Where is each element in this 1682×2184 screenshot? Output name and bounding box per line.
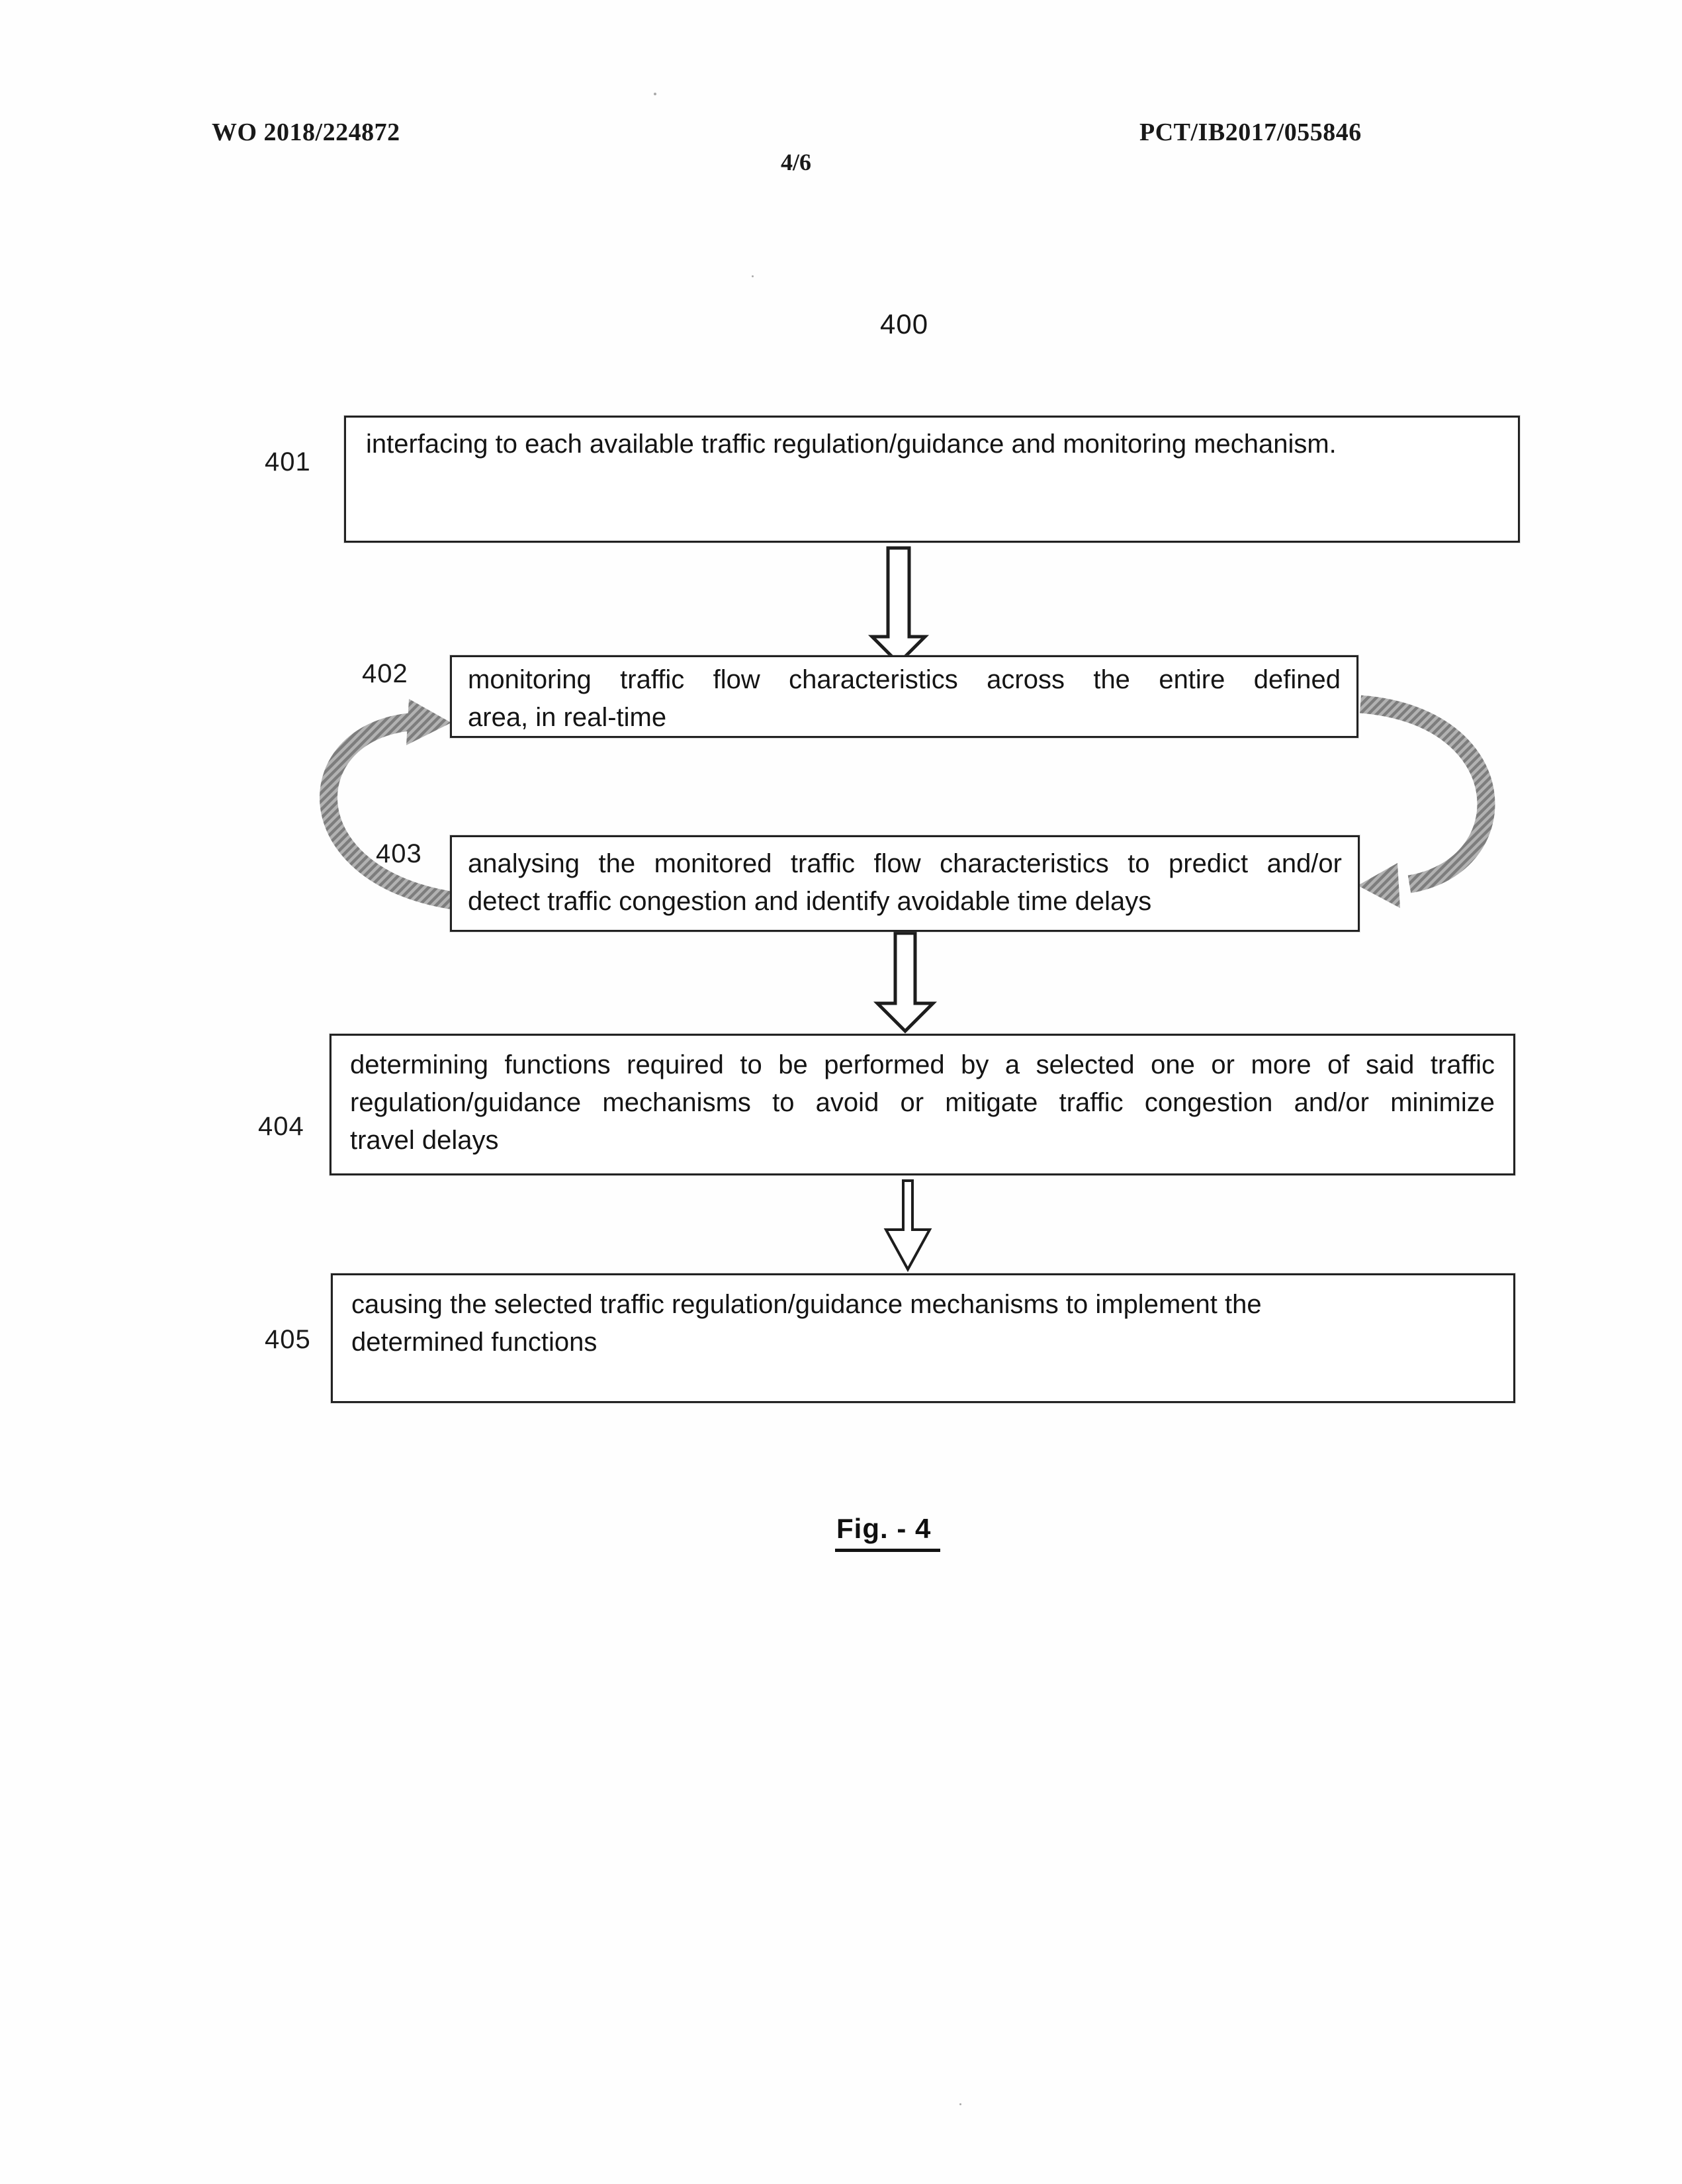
down-arrow-icon — [877, 933, 933, 1031]
application-number: PCT/IB2017/055846 — [1139, 118, 1362, 146]
step-401-box — [344, 416, 1520, 543]
down-arrow-icon — [872, 548, 925, 663]
step-401-label: 401 — [265, 447, 311, 477]
figure-caption: Fig. - 4 — [835, 1513, 940, 1552]
step-403-text: analysing the monitored traffic flow characteristics to predict and/or — [468, 849, 1342, 878]
step-405-text: causing the selected traffic regulation/guidance mechanisms to implement the — [351, 1290, 1262, 1319]
figure-reference-label: 400 — [880, 308, 929, 340]
scan-speckle — [654, 93, 656, 95]
step-404-text: travel delays — [350, 1126, 499, 1155]
step-405-label: 405 — [265, 1325, 311, 1354]
step-402-text: area, in real-time — [468, 703, 667, 732]
step-404-text: regulation/guidance mechanisms to avoid or mitigate traffic congestion and/or minimize — [350, 1088, 1495, 1117]
scan-speckle — [752, 275, 754, 277]
step-405-text: determined functions — [351, 1328, 598, 1357]
step-401-text: interfacing to each available traffic regulation/guidance and monitoring mechanism. — [366, 430, 1337, 459]
loop-arrow-right-icon — [1358, 704, 1486, 908]
step-402-text: monitoring traffic flow characteristics across the entire defined — [468, 665, 1341, 694]
sheet-number: 4/6 — [781, 149, 812, 175]
scan-speckle — [959, 2103, 961, 2105]
loop-arrow-left-icon — [329, 699, 458, 901]
step-404-label: 404 — [258, 1112, 304, 1141]
step-403-box — [450, 835, 1360, 932]
step-403-label: 403 — [376, 839, 422, 868]
down-arrow-icon — [886, 1181, 930, 1269]
step-403-text: detect traffic congestion and identify avoidable time delays — [468, 887, 1152, 916]
step-405-box — [331, 1273, 1515, 1403]
step-404-box — [330, 1034, 1515, 1175]
step-402-label: 402 — [362, 659, 408, 688]
step-402-box — [450, 655, 1358, 738]
step-404-text: determining functions required to be performed by a selected one or more of said traffic — [350, 1050, 1495, 1079]
publication-number: WO 2018/224872 — [212, 118, 400, 146]
